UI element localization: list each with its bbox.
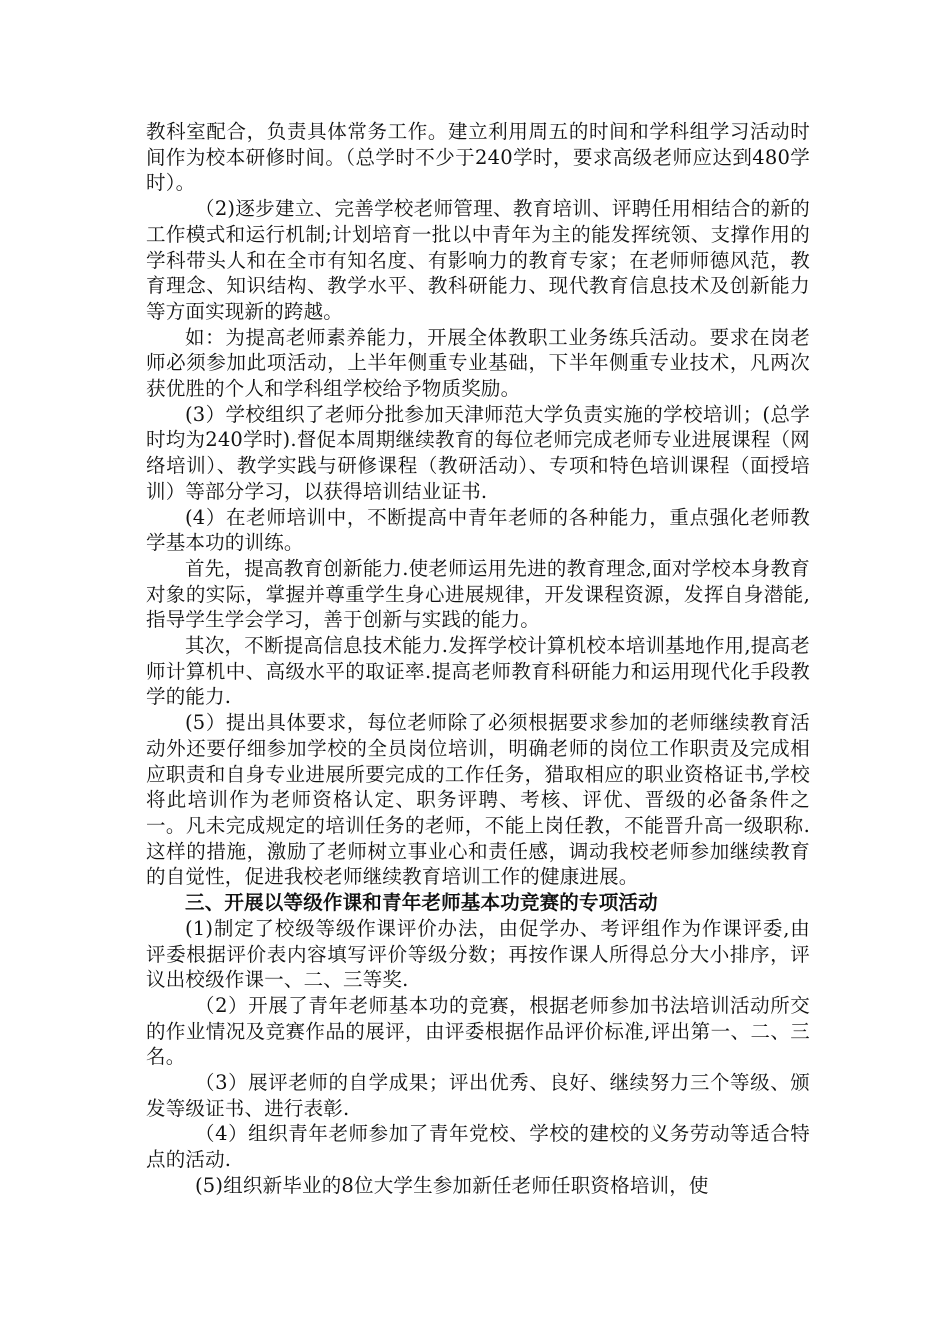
- paragraph-item-5: (5）提出具体要求，每位老师除了必须根据要求参加的老师继续教育活动外还要仔细参加学校的全员岗位培训，明确老师的岗位工作职责及完成相应职责和自身专业进展所要完成的工作任务，猎取相应的职业资格证书,学校将此培训作为老师资格认定、职务评聘、考核、评优、晋级的必备条件之一。凡未完成规定的培训任务的老师，不能上岗任教，不能晋升高一级职称.这样的措施，激励了老师树立事业心和责任感，调动我校老师参加继续教育的自觉性，促进我校老师继续教育培训工作的健康进展。: [146, 711, 810, 889]
- paragraph-item-2: （2)逐步建立、完善学校老师管理、教育培训、评聘任用相结合的新的工作模式和运行机制;计划培育一批以中青年为主的能发挥统领、支撑作用的学科带头人和在全市有知名度、有影响力的教育专家；在老师师德风范，教育理念、知识结构、教学水平、教科研能力、现代教育信息技术及创新能力等方面实现新的跨越。: [146, 197, 810, 323]
- paragraph-section-item-3: （3）展评老师的自学成果；评出优秀、良好、继续努力三个等级、颁发等级证书、进行表彰.: [146, 1071, 810, 1120]
- paragraph-first: 首先，提高教育创新能力.使老师运用先进的教育理念,面对学校本身教育对象的实际，掌握并尊重学生身心进展规律，开发课程资源，发挥自身潜能,指导学生学会学习，善于创新与实践的能力。: [146, 556, 810, 632]
- paragraph-section-item-5: (5)组织新毕业的8位大学生参加新任老师任职资格培训，使: [195, 1173, 709, 1197]
- paragraph-continuation: 教科室配合，负责具体常务工作。建立利用周五的时间和学科组学习活动时间作为校本研修时间。（总学时不少于240学时，要求高级老师应达到480学时）。: [146, 120, 810, 195]
- section-heading: 三、开展以等级作课和青年老师基本功竞赛的专项活动: [185, 891, 658, 915]
- paragraph-section-item-2: （2）开展了青年老师基本功的竞赛，根据老师参加书法培训活动所交的作业情况及竞赛作品的展评，由评委根据作品评价标准,评出第一、二、三名。: [146, 993, 810, 1069]
- paragraph-second: 其次，不断提高信息技术能力.发挥学校计算机校本培训基地作用,提高老师计算机中、高级水平的取证率.提高老师教育科研能力和运用现代化手段教学的能力.: [146, 634, 810, 709]
- paragraph-section-item-4: （4）组织青年老师参加了青年党校、学校的建校的义务劳动等适合特点的活动.: [146, 1122, 810, 1172]
- document-body: [146, 119, 810, 1199]
- paragraph-item-4: (4）在老师培训中，不断提高中青年老师的各种能力，重点强化老师教学基本功的训练。: [146, 505, 810, 555]
- paragraph-example: 如：为提高老师素养能力，开展全体教职工业务练兵活动。要求在岗老师必须参加此项活动，上半年侧重专业基础，下半年侧重专业技术，凡两次获优胜的个人和学科组学校给予物质奖励。: [146, 325, 810, 401]
- paragraph-section-item-1: (1)制定了校级等级作课评价办法，由促学办、考评组作为作课评委,由评委根据评价表内容填写评价等级分数；再按作课人所得总分大小排序，评议出校级作课一、二、三等奖.: [146, 916, 810, 992]
- paragraph-item-3: (3）学校组织了老师分批参加天津师范大学负责实施的学校培训；(总学时均为240学时).督促本周期继续教育的每位老师完成老师专业进展课程（网络培训）、教学实践与研修课程（教研活动）、专项和特色培训课程（面授培训）等部分学习，以获得培训结业证书.: [146, 402, 810, 503]
